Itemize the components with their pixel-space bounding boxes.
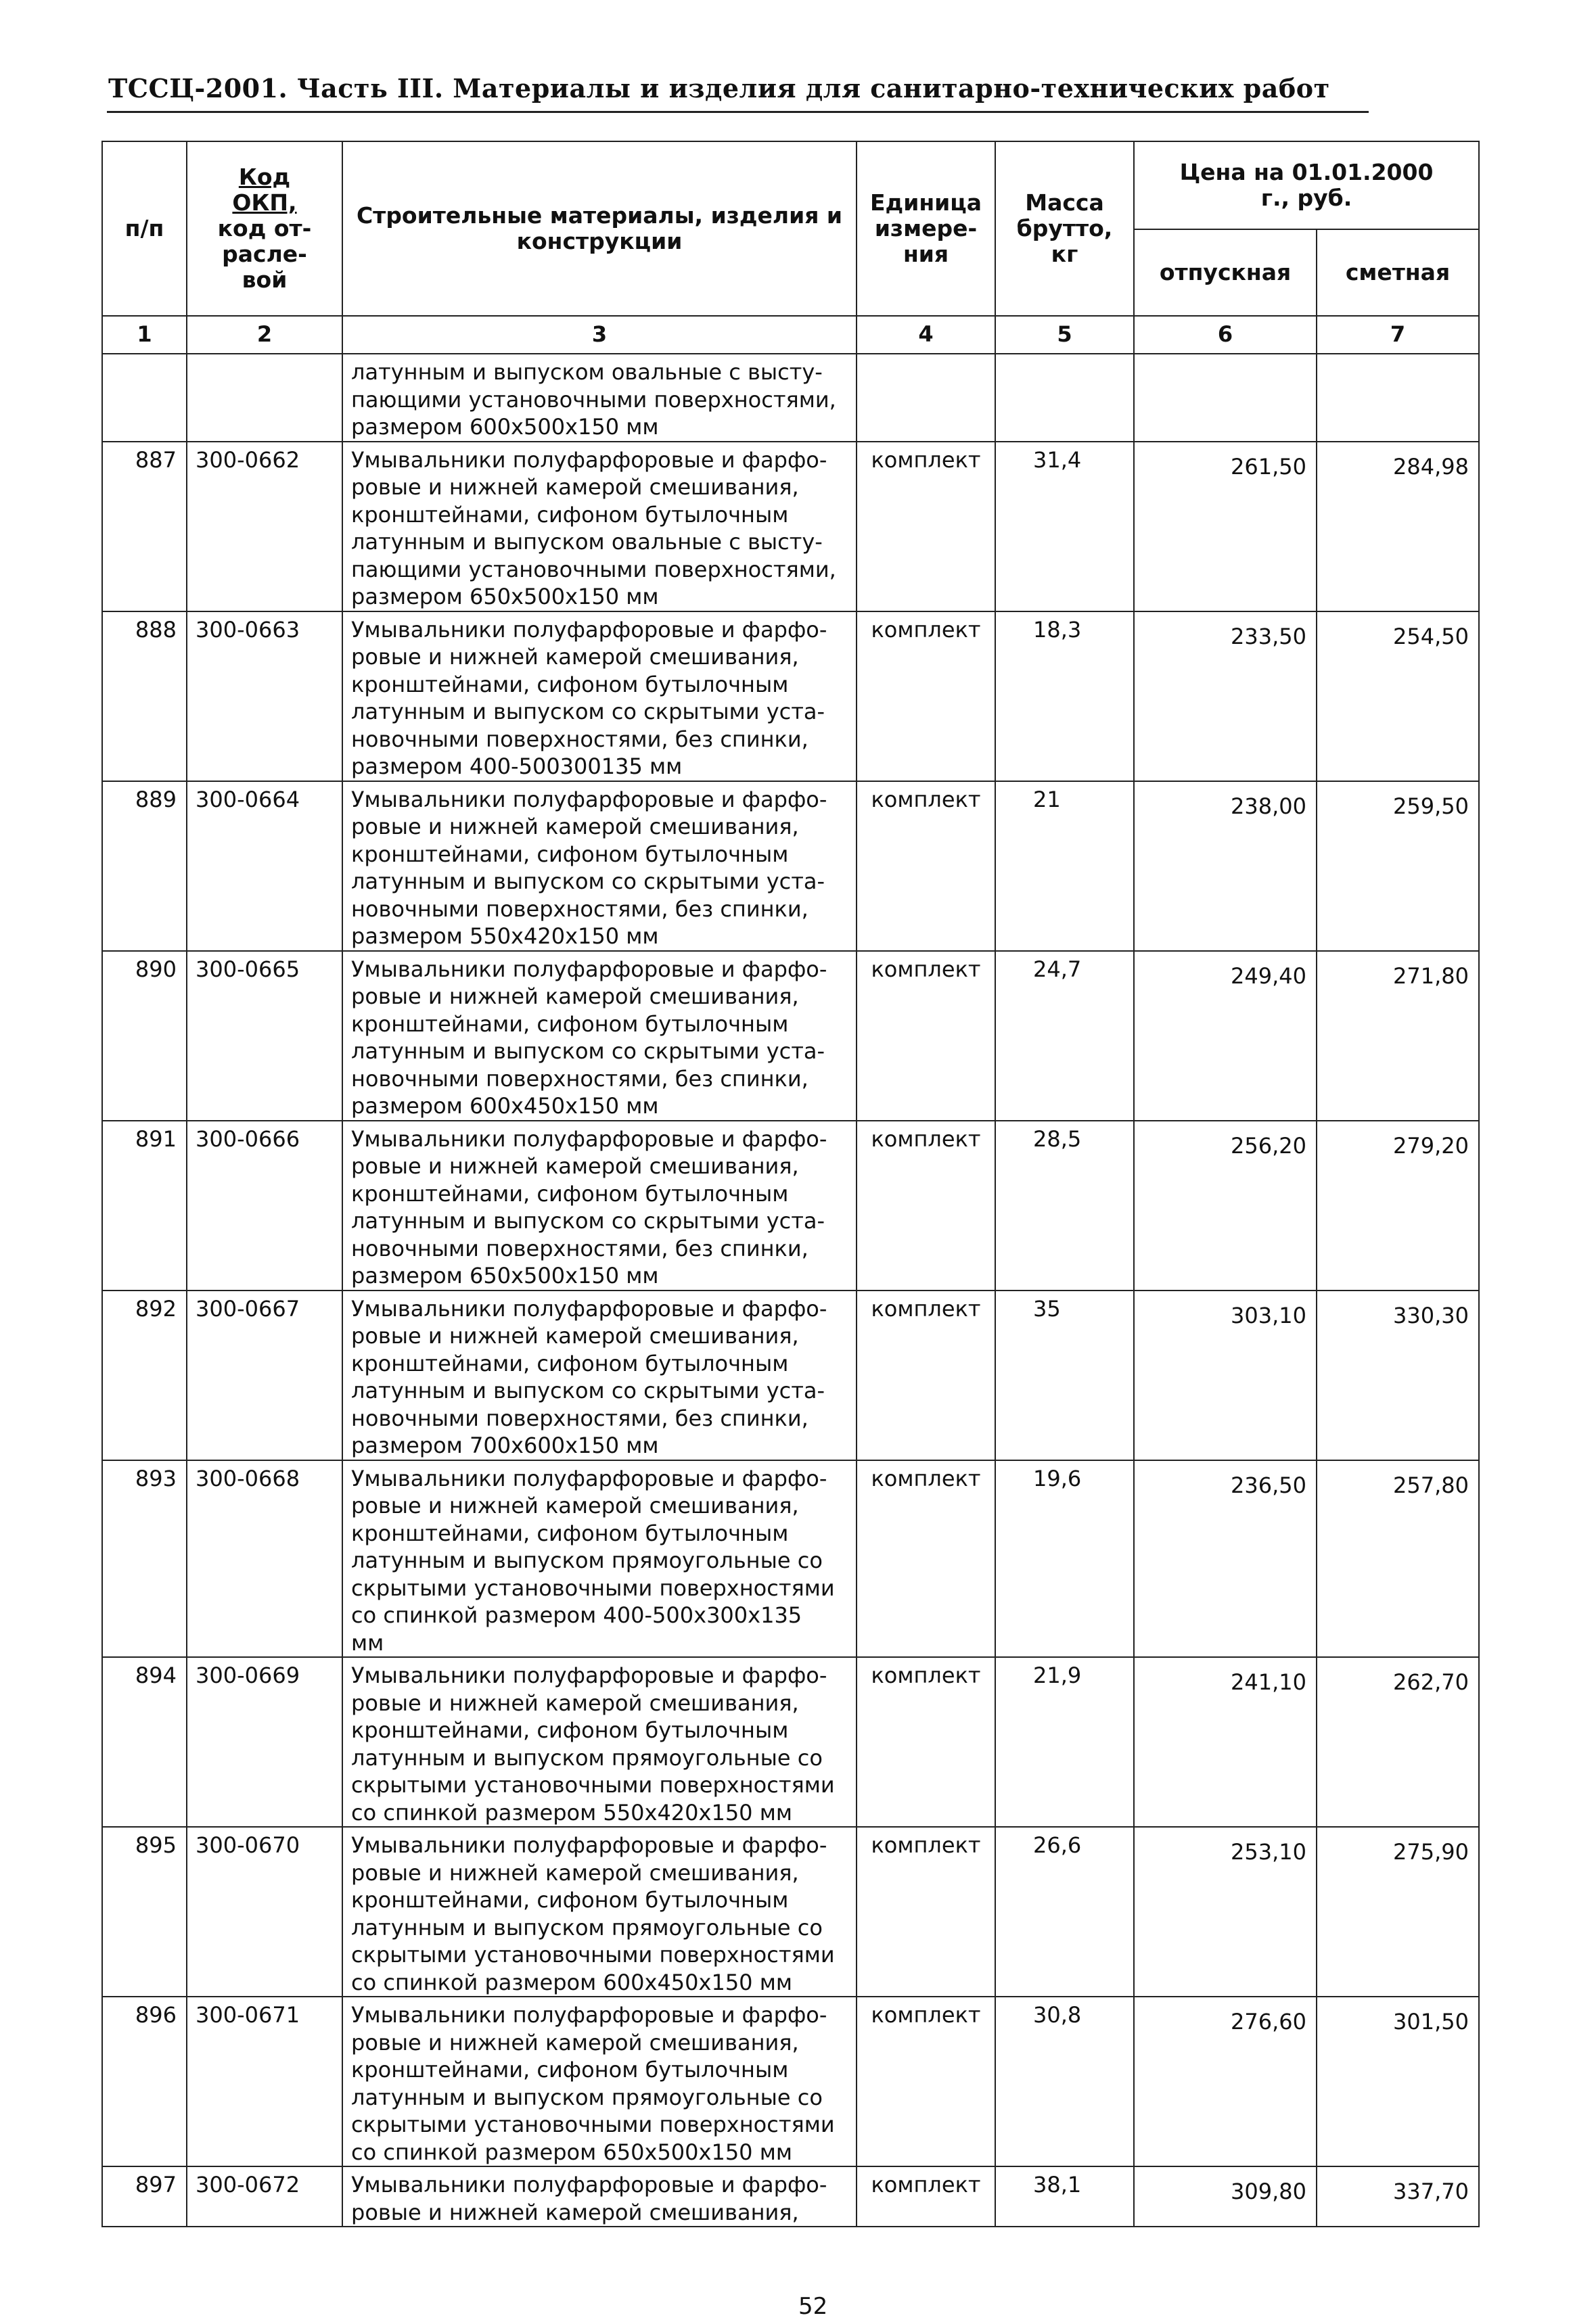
price-estimate: 284,98 — [1317, 442, 1479, 611]
material-description: Умывальники полуфарфоровые и фарфо- ровые и нижней камерой смешивания, кронштейнами, сифоном бутылочным латунным и выпуском со скрытыми уста- новочными поверхностями, без спинки, размером 400-500300135 мм — [342, 611, 857, 781]
gross-mass: 18,3 — [995, 611, 1134, 781]
row-number: 896 — [102, 1997, 187, 2166]
column-number: 6 — [1134, 316, 1317, 354]
header-mass: Масса брутто, кг — [995, 141, 1134, 316]
table-row — [102, 442, 1479, 611]
continuation-row — [102, 354, 1479, 442]
okp-code: 300-0668 — [187, 1460, 342, 1658]
price-estimate: 271,80 — [1317, 951, 1479, 1121]
measure-unit: комплект — [857, 1997, 995, 2166]
measure-unit: комплект — [857, 951, 995, 1121]
price-estimate: 257,80 — [1317, 1460, 1479, 1658]
column-number: 5 — [995, 316, 1134, 354]
column-number: 7 — [1317, 316, 1479, 354]
price-estimate: 275,90 — [1317, 1827, 1479, 1997]
price-release: 241,10 — [1134, 1657, 1317, 1827]
okp-code: 300-0665 — [187, 951, 342, 1121]
gross-mass: 28,5 — [995, 1121, 1134, 1291]
price-estimate: 259,50 — [1317, 781, 1479, 951]
table-row — [102, 611, 1479, 781]
table-row — [102, 1827, 1479, 1997]
price-release: 236,50 — [1134, 1460, 1317, 1658]
measure-unit: комплект — [857, 442, 995, 611]
gross-mass: 24,7 — [995, 951, 1134, 1121]
material-description: Умывальники полуфарфоровые и фарфо- ровые и нижней камерой смешивания, кронштейнами, сифоном бутылочным латунным и выпуском со скрытыми уста- новочными поверхностями, без спинки, размером 600x450x150 мм — [342, 951, 857, 1121]
table-row — [102, 1997, 1479, 2166]
table-row — [102, 951, 1479, 1121]
table-row — [102, 1291, 1479, 1460]
price-release: 276,60 — [1134, 1997, 1317, 2166]
price-release: 261,50 — [1134, 442, 1317, 611]
okp-code: 300-0667 — [187, 1291, 342, 1460]
price-release: 256,20 — [1134, 1121, 1317, 1291]
okp-code: 300-0666 — [187, 1121, 342, 1291]
row-number: 887 — [102, 442, 187, 611]
measure-unit: комплект — [857, 2166, 995, 2227]
row-number: 894 — [102, 1657, 187, 1827]
measure-unit: комплект — [857, 1460, 995, 1658]
continuation-text: латунным и выпуском овальные с высту- пающими установочными поверхностями, размером 600x500x150 мм — [342, 354, 857, 442]
page-number: 52 — [798, 2293, 828, 2320]
material-description: Умывальники полуфарфоровые и фарфо- ровые и нижней камерой смешивания, кронштейнами, сифоном бутылочным латунным и выпуском прямоугольные со скрытыми установочными поверхностями со спинкой размером 650x500x150 мм — [342, 1997, 857, 2166]
price-release: 249,40 — [1134, 951, 1317, 1121]
header-price-release: отпускная — [1134, 229, 1317, 316]
measure-unit: комплект — [857, 1657, 995, 1827]
column-number: 1 — [102, 316, 187, 354]
okp-code: 300-0669 — [187, 1657, 342, 1827]
okp-code: 300-0672 — [187, 2166, 342, 2227]
header-pp: п/п — [102, 141, 187, 316]
header-rule — [107, 111, 1369, 113]
column-number: 2 — [187, 316, 342, 354]
column-numbers-row — [102, 316, 1479, 354]
measure-unit: комплект — [857, 1291, 995, 1460]
measure-unit: комплект — [857, 1121, 995, 1291]
gross-mass: 38,1 — [995, 2166, 1134, 2227]
gross-mass: 21 — [995, 781, 1134, 951]
header-code-line1: Код — [238, 164, 291, 190]
gross-mass: 30,8 — [995, 1997, 1134, 2166]
row-number: 892 — [102, 1291, 187, 1460]
header-unit: Единица измере- ния — [857, 141, 995, 316]
measure-unit: комплект — [857, 781, 995, 951]
row-number: 895 — [102, 1827, 187, 1997]
okp-code: 300-0671 — [187, 1997, 342, 2166]
row-number: 893 — [102, 1460, 187, 1658]
row-number: 897 — [102, 2166, 187, 2227]
price-estimate: 330,30 — [1317, 1291, 1479, 1460]
table-row — [102, 2166, 1479, 2227]
price-estimate: 337,70 — [1317, 2166, 1479, 2227]
okp-code: 300-0664 — [187, 781, 342, 951]
price-release: 309,80 — [1134, 2166, 1317, 2227]
header-price-estimate: сметная — [1317, 229, 1479, 316]
header-price: Цена на 01.01.2000 г., руб. — [1134, 141, 1479, 229]
page-header: ТССЦ-2001. Часть III. Материалы и изделия для санитарно-технических работ — [108, 73, 1330, 103]
column-number: 4 — [857, 316, 995, 354]
table-row — [102, 1657, 1479, 1827]
header-materials: Строительные материалы, изделия и конструкции — [342, 141, 857, 316]
gross-mass: 26,6 — [995, 1827, 1134, 1997]
gross-mass: 31,4 — [995, 442, 1134, 611]
material-description: Умывальники полуфарфоровые и фарфо- ровые и нижней камерой смешивания, кронштейнами, сифоном бутылочным латунным и выпуском овальные с высту- пающими установочными поверхностями, размером 650x500x150 мм — [342, 442, 857, 611]
row-number: 891 — [102, 1121, 187, 1291]
price-estimate: 279,20 — [1317, 1121, 1479, 1291]
okp-code: 300-0663 — [187, 611, 342, 781]
okp-code: 300-0662 — [187, 442, 342, 611]
measure-unit: комплект — [857, 1827, 995, 1997]
table-row — [102, 1460, 1479, 1658]
price-release: 233,50 — [1134, 611, 1317, 781]
price-estimate: 262,70 — [1317, 1657, 1479, 1827]
material-description: Умывальники полуфарфоровые и фарфо- ровые и нижней камерой смешивания, кронштейнами, сифоном бутылочным латунным и выпуском прямоугольные со скрытыми установочными поверхностями со спинкой размером 550x420x150 мм — [342, 1657, 857, 1827]
price-release: 238,00 — [1134, 781, 1317, 951]
price-table — [101, 141, 1480, 2227]
material-description: Умывальники полуфарфоровые и фарфо- ровые и нижней камерой смешивания, кронштейнами, сифоном бутылочным латунным и выпуском прямоугольные со скрытыми установочными поверхностями со спинкой размером 600x450x150 мм — [342, 1827, 857, 1997]
material-description: Умывальники полуфарфоровые и фарфо- ровые и нижней камерой смешивания, кронштейнами, сифоном бутылочным латунным и выпуском со скрытыми уста- новочными поверхностями, без спинки, размером 550x420x150 мм — [342, 781, 857, 951]
material-description: Умывальники полуфарфоровые и фарфо- ровые и нижней камерой смешивания, кронштейнами, сифоном бутылочным латунным и выпуском со скрытыми уста- новочными поверхностями, без спинки, размером 650x500x150 мм — [342, 1121, 857, 1291]
table-row — [102, 1121, 1479, 1291]
header-code-rest: код от- расле- вой — [217, 215, 312, 293]
row-number: 890 — [102, 951, 187, 1121]
okp-code: 300-0670 — [187, 1827, 342, 1997]
row-number: 888 — [102, 611, 187, 781]
material-description: Умывальники полуфарфоровые и фарфо- ровые и нижней камерой смешивания, — [342, 2166, 857, 2227]
material-description: Умывальники полуфарфоровые и фарфо- ровые и нижней камерой смешивания, кронштейнами, сифоном бутылочным латунным и выпуском прямоугольные со скрытыми установочными поверхностями со спинкой размером 400-500x300x135 мм — [342, 1460, 857, 1658]
price-estimate: 254,50 — [1317, 611, 1479, 781]
table-row — [102, 781, 1479, 951]
measure-unit: комплект — [857, 611, 995, 781]
row-number: 889 — [102, 781, 187, 951]
gross-mass: 35 — [995, 1291, 1134, 1460]
gross-mass: 21,9 — [995, 1657, 1134, 1827]
price-release: 303,10 — [1134, 1291, 1317, 1460]
column-number: 3 — [342, 316, 857, 354]
price-estimate: 301,50 — [1317, 1997, 1479, 2166]
gross-mass: 19,6 — [995, 1460, 1134, 1658]
header-code-line2: ОКП, — [232, 189, 297, 216]
header-code — [187, 141, 342, 316]
price-release: 253,10 — [1134, 1827, 1317, 1997]
material-description: Умывальники полуфарфоровые и фарфо- ровые и нижней камерой смешивания, кронштейнами, сифоном бутылочным латунным и выпуском со скрытыми уста- новочными поверхностями, без спинки, размером 700x600x150 мм — [342, 1291, 857, 1460]
